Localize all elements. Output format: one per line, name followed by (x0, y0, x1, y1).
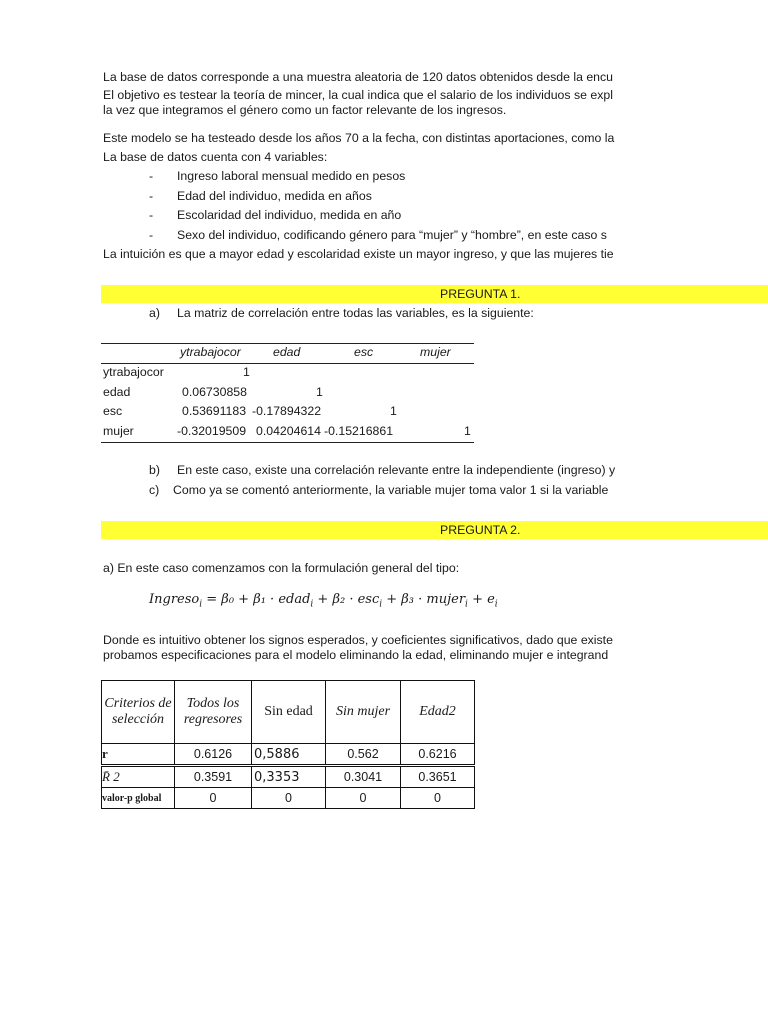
row-label-p-value: valor-p global (102, 788, 175, 809)
col-header-sin-mujer: Sin mujer (326, 681, 401, 744)
table-rule (101, 442, 474, 443)
section-header-pregunta-1 (101, 285, 768, 303)
row-label: edad (103, 385, 131, 399)
intro-line-1: La base de datos corresponde a una muestra aleatoria de 120 datos obtenidos desde la encu (103, 70, 614, 84)
corr-value: -0.17894322 (252, 404, 322, 418)
table-cell: 0.562 (326, 744, 401, 766)
bullet-mark: - (149, 228, 154, 242)
q2-paragraph-1: Donde es intuitivo obtener los signos esperados, y coeficientes significativos, dado que existe (103, 633, 613, 647)
corr-value: 1 (464, 424, 471, 438)
criteria-header: Criterios de selección (102, 681, 175, 744)
bullet-item: Escolaridad del individuo, medida en año (177, 208, 402, 222)
q1-c-label: c) (149, 483, 160, 497)
intro-line-2: El objetivo es testear la teoría de mincer, la cual indica que el salario de los individuos se expl (103, 88, 613, 102)
col-header-all-regressors: Todos los regresores (175, 681, 252, 744)
col-header: esc (354, 345, 374, 359)
corr-value: 1 (390, 404, 397, 418)
table-cell: 0 (252, 788, 326, 809)
bullet-item: Sexo del individuo, codificando género para “mujer” y “hombre”, en este caso s (177, 228, 607, 242)
table-cell: 0 (326, 788, 401, 809)
model-selection-table (101, 680, 475, 809)
table-cell: 0,3353 (252, 766, 326, 788)
corr-value: 0.53691183 (182, 404, 247, 418)
col-header: edad (273, 345, 301, 359)
corr-value: -0.32019509 (177, 424, 247, 438)
table-cell: 0.3651 (401, 766, 475, 788)
col-header-sin-edad: Sin edad (252, 681, 326, 744)
formula-sub: i (310, 599, 314, 610)
row-label: esc (103, 404, 123, 418)
row-label-r-squared: R̄ 2 (102, 766, 175, 788)
table-rule (101, 363, 474, 364)
section-title: PREGUNTA 2. (440, 523, 521, 537)
table-cell: 0.3591 (175, 766, 252, 788)
table-cell: 0,5886 (252, 744, 326, 766)
bullet-item: Edad del individuo, medida en años (177, 189, 372, 203)
formula-sub: i (379, 599, 383, 610)
table-cell: 0.6126 (175, 744, 252, 766)
table-cell: 0.6216 (401, 744, 475, 766)
corr-value: -0.15216861 (324, 424, 394, 438)
q2-paragraph-2: probamos especificaciones para el modelo eliminando la edad, eliminando mujer e integrand (103, 648, 609, 662)
formula-sub: i (494, 599, 498, 610)
q2-a-text: a) En este caso comenzamos con la formulación general del tipo: (103, 561, 460, 575)
bullet-mark: - (149, 169, 154, 183)
formula-term: + β₂ · esc (313, 592, 380, 607)
q1-a-label: a) (149, 306, 160, 320)
bullet-item: Ingreso laboral mensual medido en pesos (177, 169, 406, 183)
intro-line-4: Este modelo se ha testeado desde los años 70 a la fecha, con distintas aportaciones, como la (103, 131, 615, 145)
table-rule (101, 343, 474, 344)
corr-value: 1 (243, 365, 250, 379)
regression-formula (149, 591, 498, 614)
col-header: mujer (420, 345, 451, 359)
formula-sub: i (465, 599, 468, 610)
q1-b-label: b) (149, 463, 160, 477)
table-cell: 0.3041 (326, 766, 401, 788)
q1-b-text: En este caso, existe una correlación relevante entre la independiente (ingreso) y (177, 463, 616, 477)
row-label: ytrabajocor (103, 365, 164, 379)
col-header-edad2: Edad2 (401, 681, 475, 744)
table-cell: 0 (175, 788, 252, 809)
row-label-r: r (102, 744, 175, 766)
intro-line-5: La base de datos cuenta con 4 variables: (103, 150, 328, 164)
corr-value: 0.06730858 (182, 385, 247, 399)
formula-sub: i (199, 599, 203, 610)
formula-term: + β₃ · mujer (382, 592, 466, 607)
formula-term: + e (467, 592, 495, 607)
corr-value: 1 (316, 385, 323, 399)
intro-line-6: La intuición es que a mayor edad y escolaridad existe un mayor ingreso, y que las mujeres tie (103, 247, 614, 261)
bullet-mark: - (149, 189, 154, 203)
formula-term: = β₀ + β₁ · edad (206, 592, 311, 607)
formula-lhs: Ingreso (149, 592, 200, 607)
q1-a-text: La matriz de correlación entre todas las variables, es la siguiente: (177, 306, 534, 320)
corr-value: 0.04204614 (256, 424, 321, 438)
bullet-mark: - (149, 208, 154, 222)
intro-line-3: la vez que integramos el género como un factor relevante de los ingresos. (103, 103, 507, 117)
section-title: PREGUNTA 1. (440, 287, 521, 301)
table-cell: 0 (401, 788, 475, 809)
q1-c-text: Como ya se comentó anteriormente, la variable mujer toma valor 1 si la variable (173, 483, 609, 497)
section-header-pregunta-2 (101, 521, 768, 539)
col-header: ytrabajocor (180, 345, 241, 359)
row-label: mujer (103, 424, 134, 438)
